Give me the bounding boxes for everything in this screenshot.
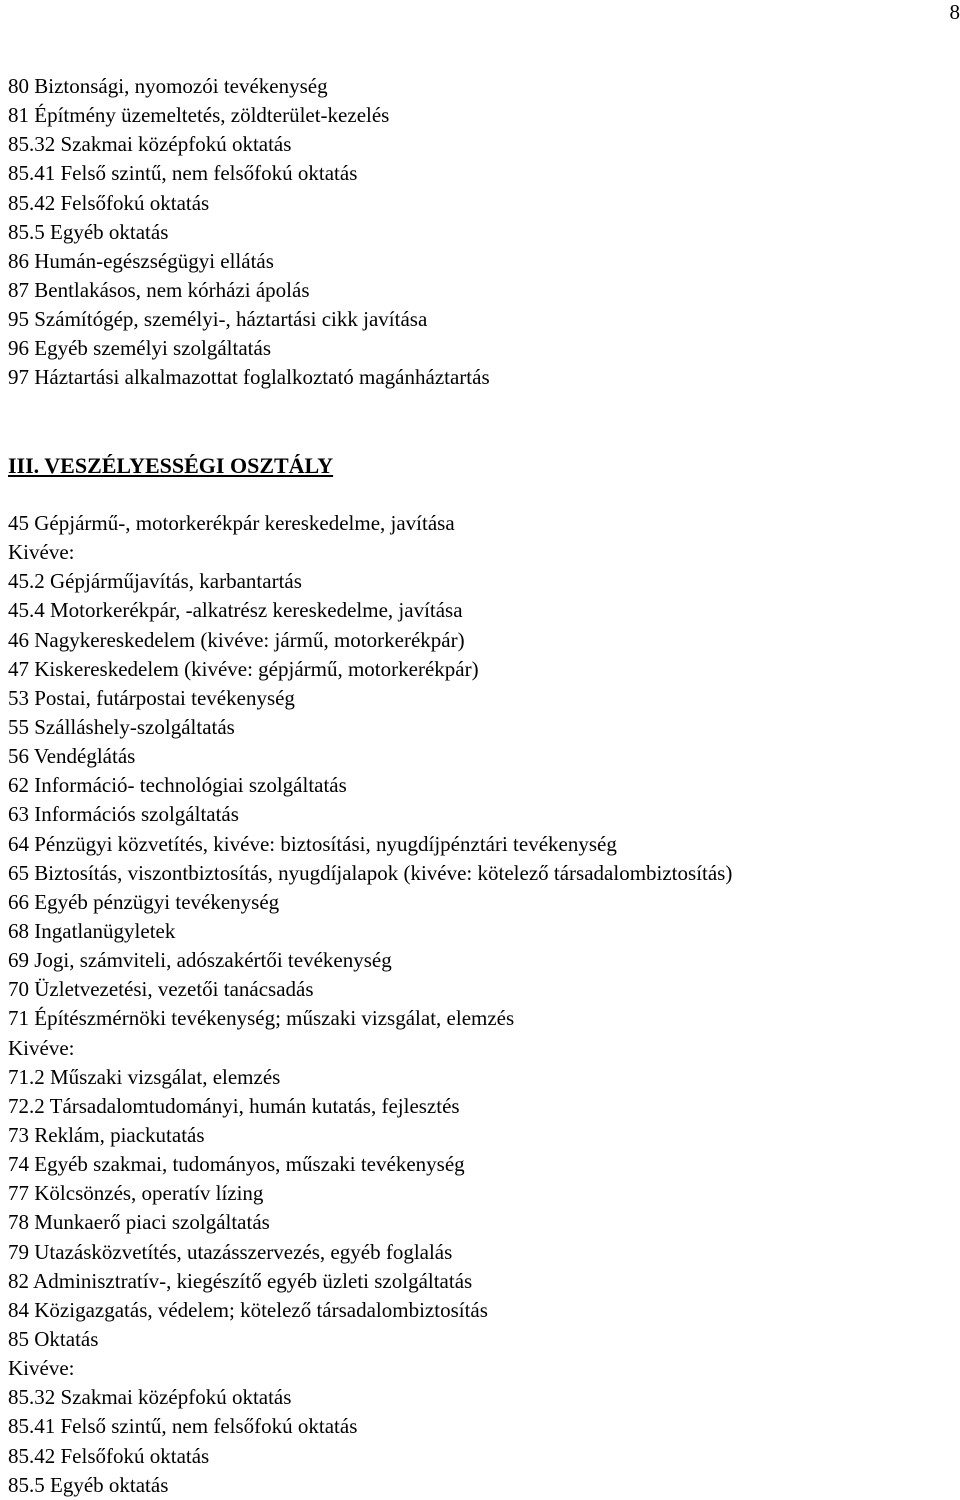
list-item: 63 Információs szolgáltatás bbox=[8, 800, 732, 829]
list-item: 85.5 Egyéb oktatás bbox=[8, 1471, 732, 1500]
list-item: 84 Közigazgatás, védelem; kötelező társadalombiztosítás bbox=[8, 1296, 732, 1325]
list-item: 85.42 Felsőfokú oktatás bbox=[8, 189, 490, 218]
list-item: 45.4 Motorkerékpár, -alkatrész kereskedelme, javítása bbox=[8, 596, 732, 625]
list-item: 97 Háztartási alkalmazottat foglalkoztató magánháztartás bbox=[8, 363, 490, 392]
list-item: 73 Reklám, piackutatás bbox=[8, 1121, 732, 1150]
list-item: 47 Kiskereskedelem (kivéve: gépjármű, motorkerékpár) bbox=[8, 655, 732, 684]
list-item: 81 Építmény üzemeltetés, zöldterület-kezelés bbox=[8, 101, 490, 130]
list-item: 85.41 Felső szintű, nem felsőfokú oktatás bbox=[8, 1412, 732, 1441]
list-item: 46 Nagykereskedelem (kivéve: jármű, motorkerékpár) bbox=[8, 626, 732, 655]
list-item: 66 Egyéb pénzügyi tevékenység bbox=[8, 888, 732, 917]
list-item: 45.2 Gépjárműjavítás, karbantartás bbox=[8, 567, 732, 596]
list-item: 74 Egyéb szakmai, tudományos, műszaki tevékenység bbox=[8, 1150, 732, 1179]
activity-list-top bbox=[8, 72, 490, 393]
list-item: Kivéve: bbox=[8, 1034, 732, 1063]
list-item: 80 Biztonsági, nyomozói tevékenység bbox=[8, 72, 490, 101]
list-item: 71.2 Műszaki vizsgálat, elemzés bbox=[8, 1063, 732, 1092]
list-item: 78 Munkaerő piaci szolgáltatás bbox=[8, 1208, 732, 1237]
list-item: 85.32 Szakmai középfokú oktatás bbox=[8, 130, 490, 159]
list-item: 85.42 Felsőfokú oktatás bbox=[8, 1442, 732, 1471]
list-item: 82 Adminisztratív-, kiegészítő egyéb üzleti szolgáltatás bbox=[8, 1267, 732, 1296]
list-item: 87 Bentlakásos, nem kórházi ápolás bbox=[8, 276, 490, 305]
activity-list-section-iii bbox=[8, 509, 732, 1500]
list-item: 95 Számítógép, személyi-, háztartási cikk javítása bbox=[8, 305, 490, 334]
list-item: 85.32 Szakmai középfokú oktatás bbox=[8, 1383, 732, 1412]
list-item: 71 Építészmérnöki tevékenység; műszaki vizsgálat, elemzés bbox=[8, 1004, 732, 1033]
list-item: 64 Pénzügyi közvetítés, kivéve: biztosítási, nyugdíjpénztári tevékenység bbox=[8, 830, 732, 859]
list-item: 86 Humán-egészségügyi ellátás bbox=[8, 247, 490, 276]
list-item: 96 Egyéb személyi szolgáltatás bbox=[8, 334, 490, 363]
list-item: 45 Gépjármű-, motorkerékpár kereskedelme, javítása bbox=[8, 509, 732, 538]
list-item: 85 Oktatás bbox=[8, 1325, 732, 1354]
list-item: 56 Vendéglátás bbox=[8, 742, 732, 771]
list-item: 62 Információ- technológiai szolgáltatás bbox=[8, 771, 732, 800]
list-item: 72.2 Társadalomtudományi, humán kutatás, fejlesztés bbox=[8, 1092, 732, 1121]
list-item: 79 Utazásközvetítés, utazásszervezés, egyéb foglalás bbox=[8, 1238, 732, 1267]
list-item: 85.5 Egyéb oktatás bbox=[8, 218, 490, 247]
list-item: Kivéve: bbox=[8, 1354, 732, 1383]
list-item: 77 Kölcsönzés, operatív lízing bbox=[8, 1179, 732, 1208]
page-number: 8 bbox=[950, 0, 960, 24]
list-item: 85.41 Felső szintű, nem felsőfokú oktatás bbox=[8, 159, 490, 188]
list-item: 53 Postai, futárpostai tevékenység bbox=[8, 684, 732, 713]
list-item: 70 Üzletvezetési, vezetői tanácsadás bbox=[8, 975, 732, 1004]
list-item: Kivéve: bbox=[8, 538, 732, 567]
list-item: 65 Biztosítás, viszontbiztosítás, nyugdíjalapok (kivéve: kötelező társadalombiztosítás) bbox=[8, 859, 732, 888]
list-item: 69 Jogi, számviteli, adószakértői tevékenység bbox=[8, 946, 732, 975]
list-item: 68 Ingatlanügyletek bbox=[8, 917, 732, 946]
section-heading: III. VESZÉLYESSÉGI OSZTÁLY bbox=[8, 451, 333, 481]
list-item: 55 Szálláshely-szolgáltatás bbox=[8, 713, 732, 742]
